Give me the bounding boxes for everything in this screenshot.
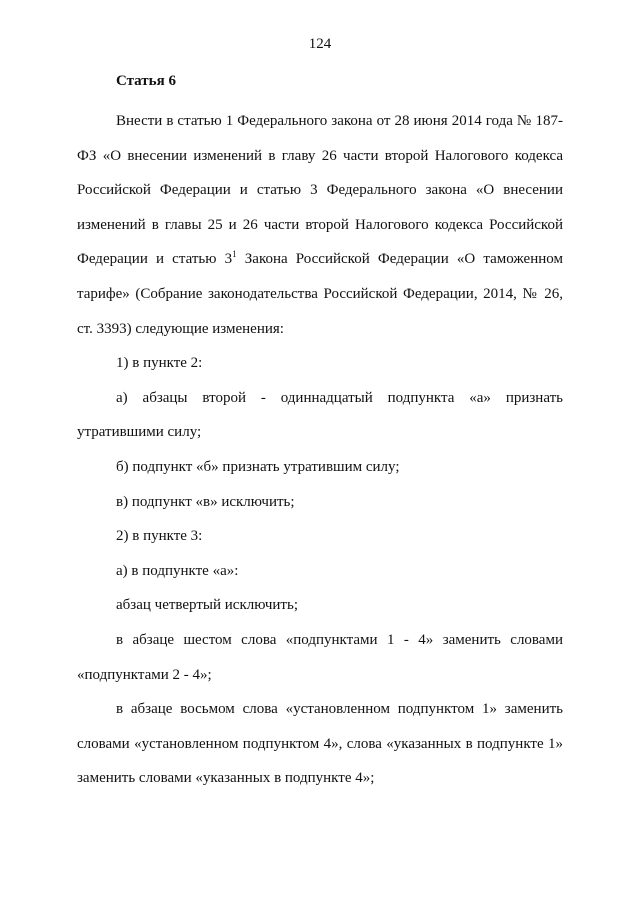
paragraph-item-2a: а) в подпункте «а»: [116,562,239,579]
page-number: 124 [308,36,332,52]
paragraph-item-1b: б) подпункт «б» признать утратившим силу; [116,458,400,475]
paragraph-item-1a: а) абзацы второй - одиннадцатый подпункта «а» признать утратившими силу; [77,389,563,441]
paragraph-item-1: 1) в пункте 2: [116,355,203,372]
intro-text: Внести в статью 1 Федерального закона от 28 июня 2014 года № 187-ФЗ «О внесении изменений в главу 26 части второй Налогового кодекса Российской Федерации и статью 3 Федерального закона «О внесении изменений в главы 25 и 26 части второй Налогового кодекса Российской Федерации и статью 3 [77,113,563,268]
paragraph-abzac-8: в абзаце восьмом слова «установленном подпунктом 1» заменить словами «установленном подпунктом 4», слова «указанных в подпункте 1» заменить словами «указанных в подпункте 4»; [77,701,563,787]
paragraph-item-2: 2) в пункте 3: [116,528,203,545]
paragraph-abzac-6: в абзаце шестом слова «подпунктами 1 - 4» заменить словами «подпунктами 2 - 4»; [77,631,563,683]
paragraph-abzac-4: абзац четвертый исключить; [116,597,298,614]
article-title: Статья 6 [116,73,176,89]
superscript-marker: 1 [232,249,237,260]
intro-text-continued: Закона Российской Федерации «О таможенном тарифе» (Собрание законодательства Российской Федерации, 2014, № 26, ст. 3393) следующие изменения: [77,251,563,337]
paragraph-item-1v: в) подпункт «в» исключить; [116,493,295,510]
intro-paragraph [77,104,563,346]
article-body [77,104,563,796]
